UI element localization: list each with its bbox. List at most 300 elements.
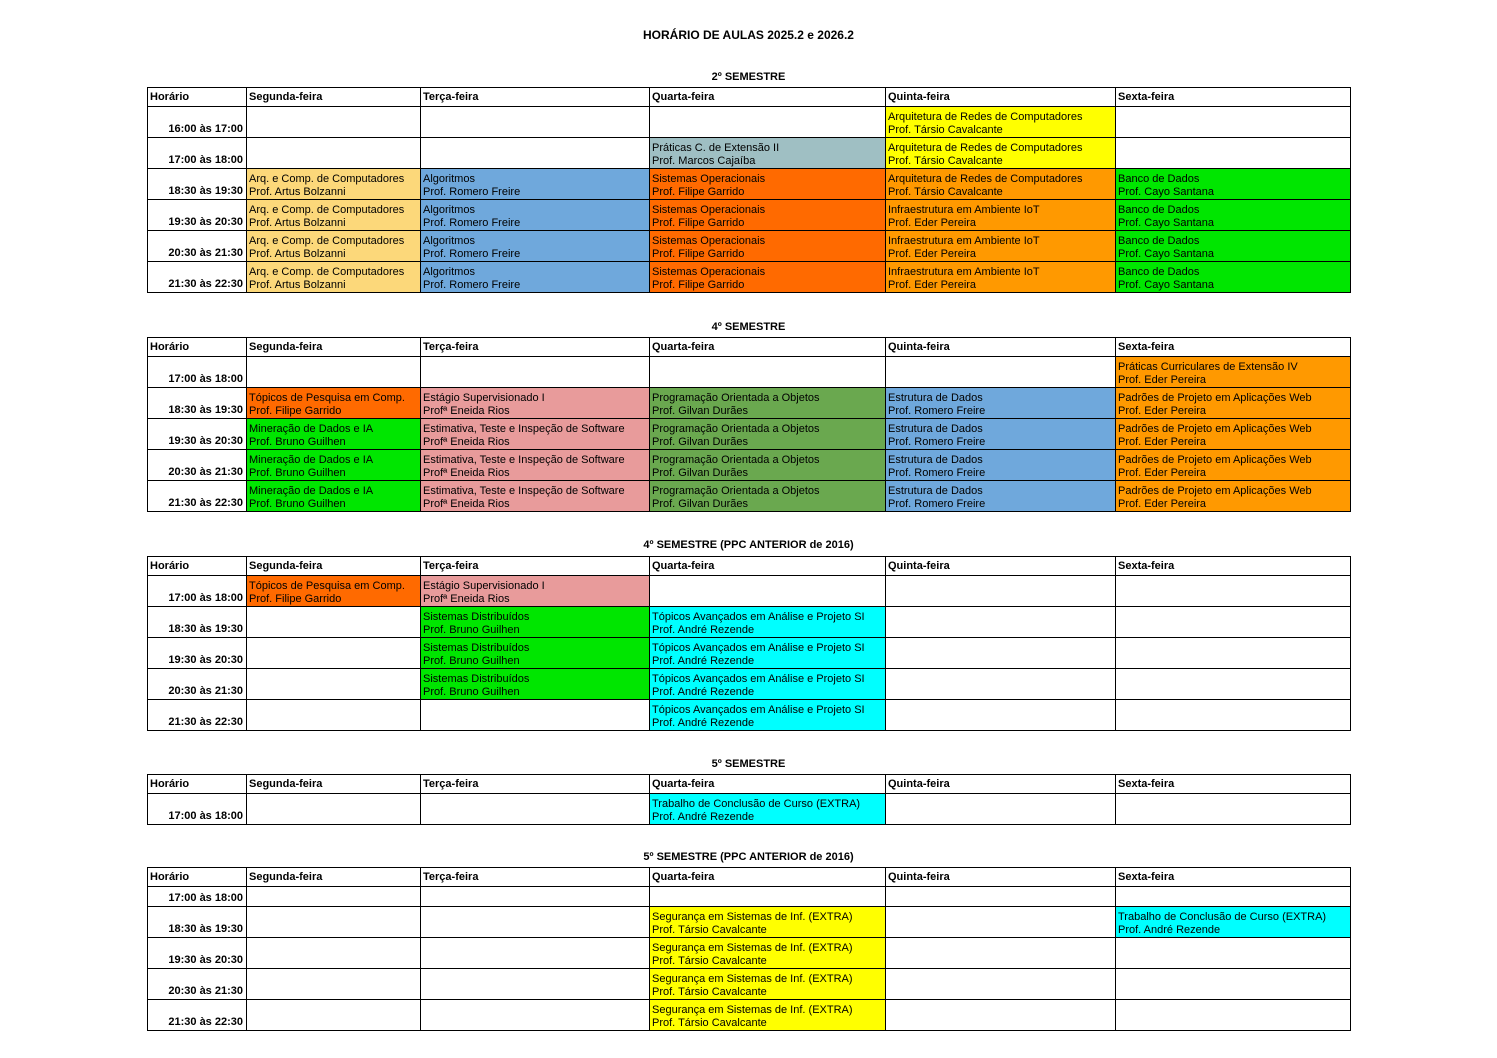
empty-cell [886, 887, 1116, 907]
class-cell [421, 607, 650, 638]
class-cell [247, 200, 421, 231]
section-title: 2º SEMESTRE [711, 71, 786, 83]
subject-name: Arq. e Comp. de Computadores [249, 266, 405, 278]
professor-name: Prof. Filipe Garrido [652, 186, 745, 198]
professor-name: Prof. Romero Freire [423, 186, 521, 198]
empty-cell [886, 969, 1116, 1000]
professor-name: Prof. Eder Pereira [888, 217, 977, 229]
empty-cell [247, 638, 421, 669]
empty-cell [1116, 700, 1351, 731]
professor-name: Prof. Eder Pereira [1118, 467, 1207, 479]
class-cell [1116, 231, 1351, 262]
column-header: Quarta-feira [650, 338, 886, 357]
table-header-row [148, 775, 1351, 794]
class-cell [650, 638, 886, 669]
subject-name: Banco de Dados [1118, 204, 1200, 216]
professor-name: Prof. Bruno Guilhen [249, 467, 346, 479]
section-title: 4º SEMESTRE [711, 321, 786, 333]
professor-name: Prof. Romero Freire [423, 279, 521, 291]
professor-name: Prof. Bruno Guilhen [423, 624, 520, 636]
class-cell [247, 231, 421, 262]
professor-name: Prof. André Rezende [652, 686, 755, 698]
professor-name: Prof. Cayo Santana [1118, 279, 1215, 291]
professor-name: Prof. Gilvan Durães [652, 498, 748, 510]
column-header: Terça-feira [421, 88, 650, 107]
column-header: Horário [148, 775, 247, 794]
empty-cell [650, 107, 886, 138]
time-slot: 21:30 às 22:30 [148, 481, 247, 512]
table-row [148, 262, 1351, 293]
class-cell [650, 388, 886, 419]
professor-name: Prof. Filipe Garrido [249, 405, 342, 417]
subject-name: Sistemas Operacionais [652, 173, 766, 185]
page-title: HORÁRIO DE AULAS 2025.2 e 2026.2 [643, 28, 854, 42]
table-row [148, 138, 1351, 169]
class-cell [1116, 450, 1351, 481]
class-cell [650, 169, 886, 200]
subject-name: Algoritmos [423, 235, 475, 247]
empty-cell [886, 794, 1116, 825]
professor-name: Prof. André Rezende [652, 717, 755, 729]
professor-name: Prof. Cayo Santana [1118, 248, 1215, 260]
professor-name: Prof. Gilvan Durães [652, 405, 748, 417]
column-header: Quinta-feira [886, 557, 1116, 576]
empty-cell [1116, 576, 1351, 607]
empty-cell [247, 138, 421, 169]
professor-name: Profª Eneida Rios [423, 498, 510, 510]
time-slot: 21:30 às 22:30 [148, 262, 247, 293]
professor-name: Prof. Artus Bolzanni [249, 217, 346, 229]
class-cell [421, 200, 650, 231]
subject-name: Estimativa, Teste e Inspeção de Software [423, 454, 625, 466]
professor-name: Prof. Romero Freire [423, 248, 521, 260]
class-cell [650, 419, 886, 450]
subject-name: Estrutura de Dados [888, 392, 983, 404]
subject-name: Estágio Supervisionado I [423, 392, 545, 404]
schedule-table [147, 867, 1351, 1031]
time-slot: 17:00 às 18:00 [148, 576, 247, 607]
time-slot: 18:30 às 19:30 [148, 388, 247, 419]
time-slot: 18:30 às 19:30 [148, 607, 247, 638]
table-row [148, 576, 1351, 607]
professor-name: Profª Eneida Rios [423, 593, 510, 605]
class-cell [886, 138, 1116, 169]
table-row [148, 419, 1351, 450]
subject-name: Tópicos Avançados em Análise e Projeto SI [652, 611, 865, 623]
empty-cell [886, 1000, 1116, 1031]
table-header-row [148, 338, 1351, 357]
subject-name: Banco de Dados [1118, 266, 1200, 278]
class-cell [1116, 481, 1351, 512]
class-cell [1116, 169, 1351, 200]
professor-name: Prof. Eder Pereira [888, 279, 977, 291]
time-slot: 19:30 às 20:30 [148, 638, 247, 669]
column-header: Quinta-feira [886, 88, 1116, 107]
time-slot: 17:00 às 18:00 [148, 138, 247, 169]
class-cell [1116, 419, 1351, 450]
section-title: 5º SEMESTRE (PPC ANTERIOR de 2016) [643, 851, 854, 863]
subject-name: Segurança em Sistemas de Inf. (EXTRA) [652, 973, 853, 985]
subject-name: Sistemas Operacionais [652, 235, 766, 247]
subject-name: Segurança em Sistemas de Inf. (EXTRA) [652, 1004, 853, 1016]
class-cell [421, 419, 650, 450]
professor-name: Prof. Filipe Garrido [652, 217, 745, 229]
column-header: Quarta-feira [650, 775, 886, 794]
class-cell [650, 938, 886, 969]
subject-name: Algoritmos [423, 266, 475, 278]
professor-name: Prof. Romero Freire [888, 405, 986, 417]
empty-cell [421, 107, 650, 138]
class-cell [650, 607, 886, 638]
professor-name: Prof. Gilvan Durães [652, 467, 748, 479]
class-cell [886, 450, 1116, 481]
subject-name: Arq. e Comp. de Computadores [249, 173, 405, 185]
class-cell [421, 638, 650, 669]
table-row [148, 700, 1351, 731]
empty-cell [247, 669, 421, 700]
subject-name: Estimativa, Teste e Inspeção de Software [423, 485, 625, 497]
class-cell [421, 169, 650, 200]
professor-name: Prof. Gilvan Durães [652, 436, 748, 448]
professor-name: Prof. Társio Cavalcante [652, 924, 767, 936]
class-cell [421, 576, 650, 607]
column-header: Sexta-feira [1116, 88, 1351, 107]
empty-cell [247, 1000, 421, 1031]
subject-name: Padrões de Projeto em Aplicações Web [1118, 423, 1312, 435]
class-cell [247, 419, 421, 450]
subject-name: Infraestrutura em Ambiente IoT [888, 235, 1040, 247]
column-header: Segunda-feira [247, 338, 421, 357]
table-row [148, 887, 1351, 907]
professor-name: Prof. Eder Pereira [1118, 498, 1207, 510]
empty-cell [886, 638, 1116, 669]
class-cell [247, 450, 421, 481]
empty-cell [886, 607, 1116, 638]
class-cell [886, 169, 1116, 200]
empty-cell [1116, 638, 1351, 669]
table-row [148, 231, 1351, 262]
professor-name: Prof. Romero Freire [888, 498, 986, 510]
professor-name: Prof. Társio Cavalcante [652, 955, 767, 967]
professor-name: Prof. Filipe Garrido [652, 248, 745, 260]
schedule-table [147, 87, 1351, 293]
professor-name: Prof. Bruno Guilhen [423, 686, 520, 698]
class-cell [421, 450, 650, 481]
subject-name: Tópicos Avançados em Análise e Projeto SI [652, 642, 865, 654]
professor-name: Prof. Eder Pereira [888, 248, 977, 260]
empty-cell [886, 576, 1116, 607]
time-slot: 20:30 às 21:30 [148, 450, 247, 481]
professor-name: Prof. Társio Cavalcante [652, 1017, 767, 1029]
professor-name: Prof. Eder Pereira [1118, 374, 1207, 386]
class-cell [421, 388, 650, 419]
professor-name: Prof. Társio Cavalcante [888, 124, 1003, 136]
time-slot: 21:30 às 22:30 [148, 1000, 247, 1031]
subject-name: Mineração de Dados e IA [249, 423, 374, 435]
professor-name: Prof. Romero Freire [423, 217, 521, 229]
class-cell [247, 169, 421, 200]
table-row [148, 388, 1351, 419]
class-cell [650, 138, 886, 169]
class-cell [650, 231, 886, 262]
empty-cell [247, 700, 421, 731]
subject-name: Algoritmos [423, 173, 475, 185]
column-header: Segunda-feira [247, 557, 421, 576]
time-slot: 20:30 às 21:30 [148, 669, 247, 700]
table-header-row [148, 88, 1351, 107]
class-cell [421, 481, 650, 512]
subject-name: Algoritmos [423, 204, 475, 216]
column-header: Horário [148, 557, 247, 576]
professor-name: Prof. Marcos Cajaíba [652, 155, 756, 167]
subject-name: Segurança em Sistemas de Inf. (EXTRA) [652, 942, 853, 954]
time-slot: 19:30 às 20:30 [148, 200, 247, 231]
empty-cell [886, 357, 1116, 388]
class-cell [247, 262, 421, 293]
column-header: Terça-feira [421, 557, 650, 576]
professor-name: Prof. André Rezende [652, 624, 755, 636]
class-cell [650, 794, 886, 825]
subject-name: Sistemas Operacionais [652, 204, 766, 216]
column-header: Sexta-feira [1116, 868, 1351, 887]
subject-name: Programação Orientada a Objetos [652, 423, 820, 435]
professor-name: Prof. Társio Cavalcante [888, 155, 1003, 167]
column-header: Horário [148, 338, 247, 357]
table-row [148, 938, 1351, 969]
subject-name: Trabalho de Conclusão de Curso (EXTRA) [652, 798, 861, 810]
professor-name: Prof. Filipe Garrido [249, 593, 342, 605]
professor-name: Profª Eneida Rios [423, 436, 510, 448]
class-cell [650, 1000, 886, 1031]
column-header: Terça-feira [421, 775, 650, 794]
column-header: Quarta-feira [650, 88, 886, 107]
subject-name: Tópicos de Pesquisa em Comp. [249, 392, 405, 404]
table-row [148, 481, 1351, 512]
time-slot: 21:30 às 22:30 [148, 700, 247, 731]
class-cell [650, 450, 886, 481]
column-header: Segunda-feira [247, 868, 421, 887]
empty-cell [1116, 794, 1351, 825]
professor-name: Prof. Bruno Guilhen [249, 436, 346, 448]
class-cell [1116, 357, 1351, 388]
subject-name: Estrutura de Dados [888, 423, 983, 435]
subject-name: Banco de Dados [1118, 235, 1200, 247]
table-row [148, 169, 1351, 200]
column-header: Sexta-feira [1116, 338, 1351, 357]
subject-name: Arquitetura de Redes de Computadores [888, 142, 1083, 154]
professor-name: Prof. Társio Cavalcante [888, 186, 1003, 198]
empty-cell [1116, 938, 1351, 969]
subject-name: Arquitetura de Redes de Computadores [888, 173, 1083, 185]
empty-cell [1116, 887, 1351, 907]
subject-name: Sistemas Distribuídos [423, 673, 530, 685]
empty-cell [650, 576, 886, 607]
subject-name: Arq. e Comp. de Computadores [249, 235, 405, 247]
class-cell [650, 262, 886, 293]
empty-cell [650, 357, 886, 388]
empty-cell [650, 887, 886, 907]
class-cell [247, 388, 421, 419]
subject-name: Práticas Curriculares de Extensão IV [1118, 361, 1298, 373]
table-row [148, 638, 1351, 669]
subject-name: Programação Orientada a Objetos [652, 392, 820, 404]
professor-name: Prof. Romero Freire [888, 467, 986, 479]
empty-cell [886, 907, 1116, 938]
table-row [148, 1000, 1351, 1031]
professor-name: Prof. Cayo Santana [1118, 186, 1215, 198]
class-cell [247, 576, 421, 607]
empty-cell [421, 938, 650, 969]
schedule-table [147, 337, 1351, 512]
empty-cell [421, 887, 650, 907]
column-header: Terça-feira [421, 868, 650, 887]
table-row [148, 907, 1351, 938]
subject-name: Segurança em Sistemas de Inf. (EXTRA) [652, 911, 853, 923]
empty-cell [247, 887, 421, 907]
subject-name: Programação Orientada a Objetos [652, 485, 820, 497]
class-cell [650, 700, 886, 731]
professor-name: Prof. André Rezende [652, 811, 755, 823]
column-header: Horário [148, 868, 247, 887]
empty-cell [247, 969, 421, 1000]
empty-cell [247, 907, 421, 938]
table-row [148, 107, 1351, 138]
time-slot: 18:30 às 19:30 [148, 169, 247, 200]
column-header: Segunda-feira [247, 775, 421, 794]
table-header-row [148, 868, 1351, 887]
table-row [148, 450, 1351, 481]
subject-name: Arquitetura de Redes de Computadores [888, 111, 1083, 123]
empty-cell [421, 1000, 650, 1031]
subject-name: Padrões de Projeto em Aplicações Web [1118, 392, 1312, 404]
empty-cell [1116, 1000, 1351, 1031]
column-header: Quinta-feira [886, 338, 1116, 357]
professor-name: Prof. Bruno Guilhen [423, 655, 520, 667]
section-title: 5º SEMESTRE [711, 758, 786, 770]
class-cell [1116, 262, 1351, 293]
subject-name: Padrões de Projeto em Aplicações Web [1118, 485, 1312, 497]
table-row [148, 200, 1351, 231]
table-row [148, 969, 1351, 1000]
schedule-table [147, 774, 1351, 825]
subject-name: Estrutura de Dados [888, 454, 983, 466]
empty-cell [421, 700, 650, 731]
time-slot: 20:30 às 21:30 [148, 969, 247, 1000]
subject-name: Arq. e Comp. de Computadores [249, 204, 405, 216]
table-header-row [148, 557, 1351, 576]
table-row [148, 794, 1351, 825]
time-slot: 19:30 às 20:30 [148, 938, 247, 969]
subject-name: Tópicos de Pesquisa em Comp. [249, 580, 405, 592]
time-slot: 17:00 às 18:00 [148, 887, 247, 907]
empty-cell [886, 700, 1116, 731]
time-slot: 20:30 às 21:30 [148, 231, 247, 262]
subject-name: Trabalho de Conclusão de Curso (EXTRA) [1118, 911, 1327, 923]
class-cell [421, 669, 650, 700]
class-cell [421, 231, 650, 262]
subject-name: Banco de Dados [1118, 173, 1200, 185]
class-cell [1116, 200, 1351, 231]
professor-name: Prof. Artus Bolzanni [249, 279, 346, 291]
professor-name: Prof. Eder Pereira [1118, 436, 1207, 448]
class-cell [886, 419, 1116, 450]
section-title: 4º SEMESTRE (PPC ANTERIOR de 2016) [643, 539, 854, 551]
professor-name: Prof. Bruno Guilhen [249, 498, 346, 510]
subject-name: Tópicos Avançados em Análise e Projeto SI [652, 704, 865, 716]
professor-name: Profª Eneida Rios [423, 467, 510, 479]
class-cell [886, 107, 1116, 138]
time-slot: 18:30 às 19:30 [148, 907, 247, 938]
class-cell [886, 262, 1116, 293]
time-slot: 19:30 às 20:30 [148, 419, 247, 450]
column-header: Quinta-feira [886, 868, 1116, 887]
subject-name: Infraestrutura em Ambiente IoT [888, 204, 1040, 216]
class-cell [650, 200, 886, 231]
table-row [148, 357, 1351, 388]
professor-name: Prof. Artus Bolzanni [249, 248, 346, 260]
class-cell [886, 388, 1116, 419]
empty-cell [247, 107, 421, 138]
class-cell [1116, 907, 1351, 938]
column-header: Quarta-feira [650, 868, 886, 887]
professor-name: Prof. Filipe Garrido [652, 279, 745, 291]
class-cell [650, 481, 886, 512]
subject-name: Estágio Supervisionado I [423, 580, 545, 592]
column-header: Sexta-feira [1116, 557, 1351, 576]
professor-name: Prof. Artus Bolzanni [249, 186, 346, 198]
empty-cell [421, 357, 650, 388]
professor-name: Prof. Romero Freire [888, 436, 986, 448]
column-header: Segunda-feira [247, 88, 421, 107]
subject-name: Padrões de Projeto em Aplicações Web [1118, 454, 1312, 466]
class-cell [650, 969, 886, 1000]
subject-name: Sistemas Operacionais [652, 266, 766, 278]
professor-name: Prof. Cayo Santana [1118, 217, 1215, 229]
subject-name: Infraestrutura em Ambiente IoT [888, 266, 1040, 278]
subject-name: Sistemas Distribuídos [423, 642, 530, 654]
professor-name: Prof. Társio Cavalcante [652, 986, 767, 998]
table-row [148, 607, 1351, 638]
empty-cell [247, 794, 421, 825]
class-cell [650, 907, 886, 938]
subject-name: Programação Orientada a Objetos [652, 454, 820, 466]
empty-cell [1116, 607, 1351, 638]
class-cell [650, 669, 886, 700]
subject-name: Tópicos Avançados em Análise e Projeto SI [652, 673, 865, 685]
empty-cell [886, 938, 1116, 969]
subject-name: Práticas C. de Extensão II [652, 142, 780, 154]
subject-name: Sistemas Distribuídos [423, 611, 530, 623]
empty-cell [886, 669, 1116, 700]
class-cell [886, 231, 1116, 262]
column-header: Horário [148, 88, 247, 107]
column-header: Terça-feira [421, 338, 650, 357]
subject-name: Mineração de Dados e IA [249, 485, 374, 497]
subject-name: Estimativa, Teste e Inspeção de Software [423, 423, 625, 435]
empty-cell [421, 138, 650, 169]
empty-cell [1116, 669, 1351, 700]
professor-name: Prof. André Rezende [652, 655, 755, 667]
empty-cell [247, 357, 421, 388]
column-header: Sexta-feira [1116, 775, 1351, 794]
empty-cell [421, 969, 650, 1000]
empty-cell [1116, 969, 1351, 1000]
subject-name: Estrutura de Dados [888, 485, 983, 497]
time-slot: 17:00 às 18:00 [148, 794, 247, 825]
empty-cell [421, 907, 650, 938]
class-cell [886, 200, 1116, 231]
time-slot: 16:00 às 17:00 [148, 107, 247, 138]
